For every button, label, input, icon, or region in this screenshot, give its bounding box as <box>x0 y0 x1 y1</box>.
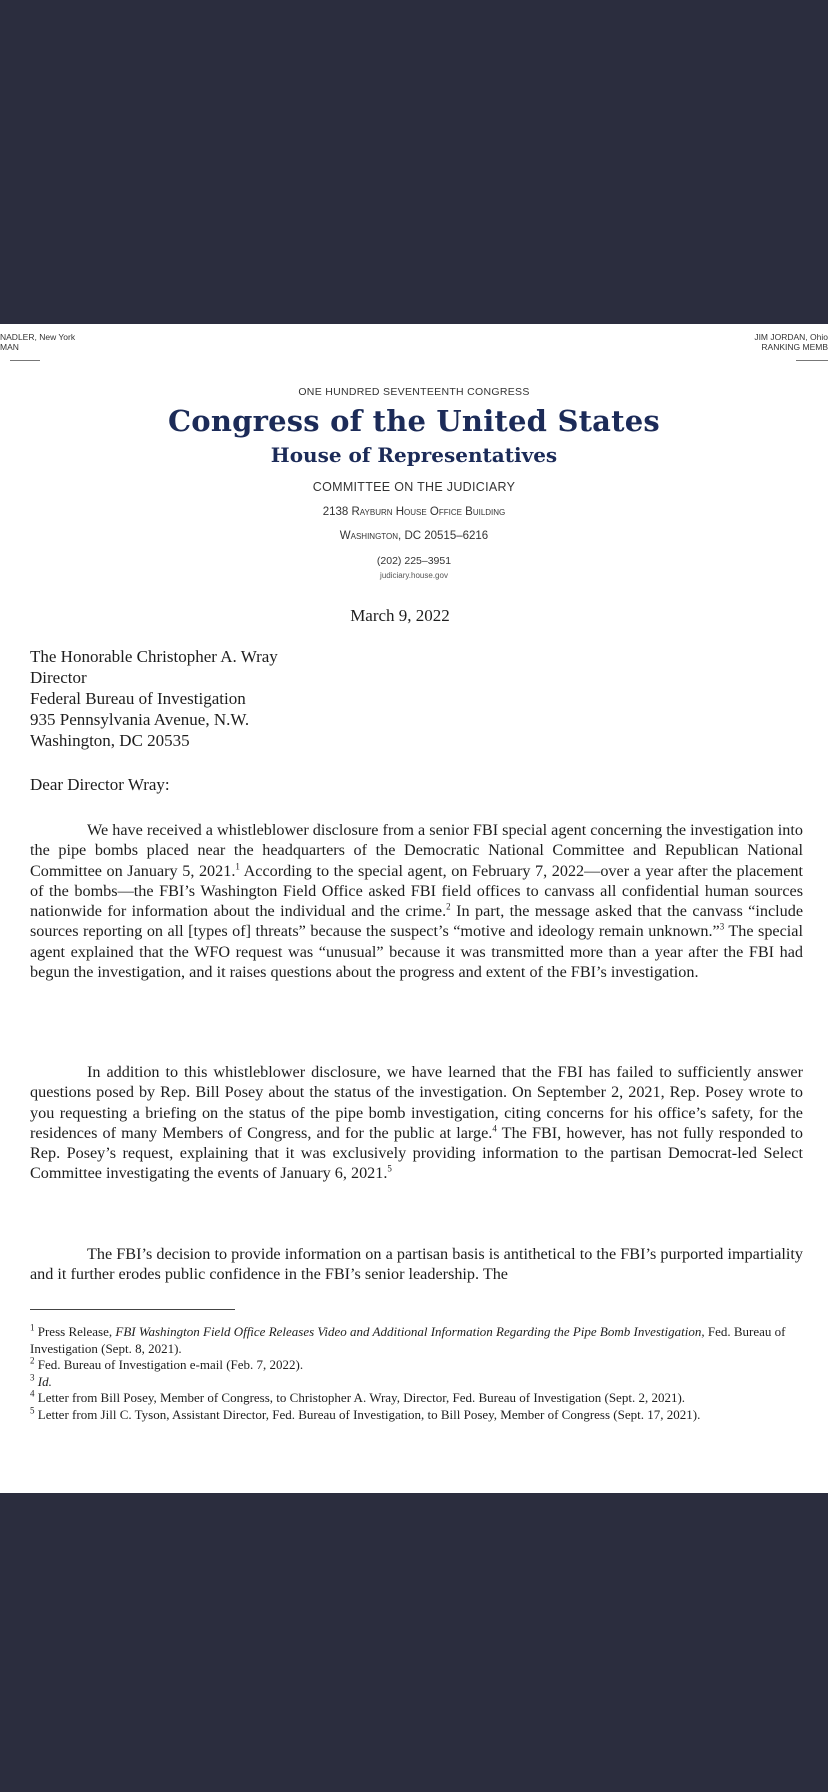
footnote-text: Fed. Bureau of Investigation e-mail (Feb. 7, 2022). <box>34 1357 304 1372</box>
footnote-5 <box>30 1407 800 1424</box>
congress-number: ONE HUNDRED SEVENTEENTH CONGRESS <box>298 386 530 398</box>
addressee-line: The Honorable Christopher A. Wray <box>30 647 278 666</box>
right-margin-rule <box>796 360 828 361</box>
body-paragraph-2 <box>30 1062 803 1184</box>
footnotes <box>30 1324 800 1423</box>
letter-page <box>0 324 828 1493</box>
left-margin-rule <box>10 360 40 361</box>
addressee-block <box>30 646 278 751</box>
footnote-text: Letter from Jill C. Tyson, Assistant Director, Fed. Bureau of Investigation, to Bill Posey, Member of Congress (Sept. 17, 2021). <box>34 1406 701 1422</box>
addressee-line: Washington, DC 20535 <box>30 731 190 750</box>
footnote-number: 1 <box>30 1322 35 1333</box>
footnote-2 <box>30 1357 800 1374</box>
footnote-ref-5: 5 <box>387 1164 392 1175</box>
footnote-number: 4 <box>30 1388 35 1399</box>
body-paragraph-1 <box>30 820 803 982</box>
p2-text-a: In addition to this whistleblower disclosure, we have learned that the FBI has failed to sufficiently answer questions posed by Rep. Bill Posey about the status of the investigation. On September 2, 2021, Rep. Posey wrote to you requesting a briefing on the status of the pipe bomb investigation, citing concerns for his office’s safety, for the residences of many Members of Congress, and for the public at large. <box>30 1063 803 1142</box>
committee-name: COMMITTEE ON THE JUDICIARY <box>312 480 516 494</box>
p1-text-a: We have received a whistleblower disclosure from a senior FBI special agent concerning the investigation into the pipe bombs placed near the headquarters of the Democratic National Committee and Republican National Committee on January 5, 2021. <box>30 821 803 880</box>
footnote-text: Letter from Bill Posey, Member of Congress, to Christopher A. Wray, Director, Fed. Bureau of Investigation (Sept. 2, 2021). <box>34 1390 686 1405</box>
footnote-text: Press Release, <box>34 1324 116 1339</box>
office-address: 2138 Rayburn House Office Building <box>322 506 506 518</box>
footnote-1 <box>30 1324 800 1357</box>
p1-text-b: According to the special agent, on February 7, 2022—over a year after the placement of the bombs—the FBI’s Washington Field Office asked FBI field offices to canvass all confidential human sources nationwide for information about the individual and the crime. <box>30 861 803 921</box>
office-website: judiciary.house.gov <box>380 571 448 580</box>
footnote-ref-1: 1 <box>235 861 240 872</box>
footnote-divider <box>30 1309 235 1310</box>
office-city: Washington, DC 20515–6216 <box>339 530 489 542</box>
letterhead-title: Congress of the United States <box>168 404 660 438</box>
body-paragraph-3 <box>30 1244 803 1285</box>
addressee-line: 935 Pennsylvania Avenue, N.W. <box>30 710 250 729</box>
office-phone: (202) 225–3951 <box>376 555 452 567</box>
footnote-number: 2 <box>30 1355 35 1366</box>
left-margin-line: NADLER, New York <box>0 332 76 342</box>
addressee-line: Federal Bureau of Investigation <box>30 689 246 708</box>
footnote-4 <box>30 1390 800 1407</box>
footnote-number: 5 <box>30 1405 35 1416</box>
p3-text: The FBI’s decision to provide information on a partisan basis is antithetical to the FBI’s purported impartiality and it further erodes public confidence in the FBI’s senior leadership. The <box>30 1245 803 1284</box>
footnote-ref-2: 2 <box>446 901 451 912</box>
left-margin-line: MAN <box>0 342 19 352</box>
right-margin-roster <box>754 332 828 361</box>
footnote-3 <box>30 1374 800 1391</box>
p1-text-d: The special agent explained that the WFO request was “unusual” because it was transmitted more than a year after the FBI had begun the investigation, and it raises questions about the progress and extent of the FBI’s investigation. <box>30 922 803 982</box>
footnote-text: Id. <box>34 1373 52 1389</box>
left-margin-roster <box>0 332 75 361</box>
letterhead-house: House of Representatives <box>270 443 558 467</box>
right-margin-line: RANKING MEMB <box>761 342 828 352</box>
footnote-ref-3: 3 <box>719 922 725 933</box>
p2-text-b: The FBI, however, has not fully responded to Rep. Posey’s request, explaining that it was exclusively providing information to the partisan Democrat-led Select Committee investigating the events of January 6, 2021. <box>30 1123 803 1183</box>
footnote-cited-title: FBI Washington Field Office Releases Video and Additional Information Regarding the Pipe Bomb Investigation, <box>115 1324 705 1339</box>
footnote-number: 3 <box>30 1372 35 1383</box>
right-margin-line: JIM JORDAN, Ohio <box>754 332 828 342</box>
footnote-text: Fed. Bureau of Investigation (Sept. 8, 2021). <box>30 1324 786 1356</box>
addressee-line: Director <box>30 668 87 687</box>
salutation: Dear Director Wray: <box>30 775 170 794</box>
footnote-ref-4: 4 <box>492 1123 497 1134</box>
p1-text-c: In part, the message asked that the canvass “include sources reporting on all [types of] threats” because the suspect’s “motive and ideology remain unknown.” <box>30 902 804 941</box>
letter-date: March 9, 2022 <box>350 606 450 625</box>
